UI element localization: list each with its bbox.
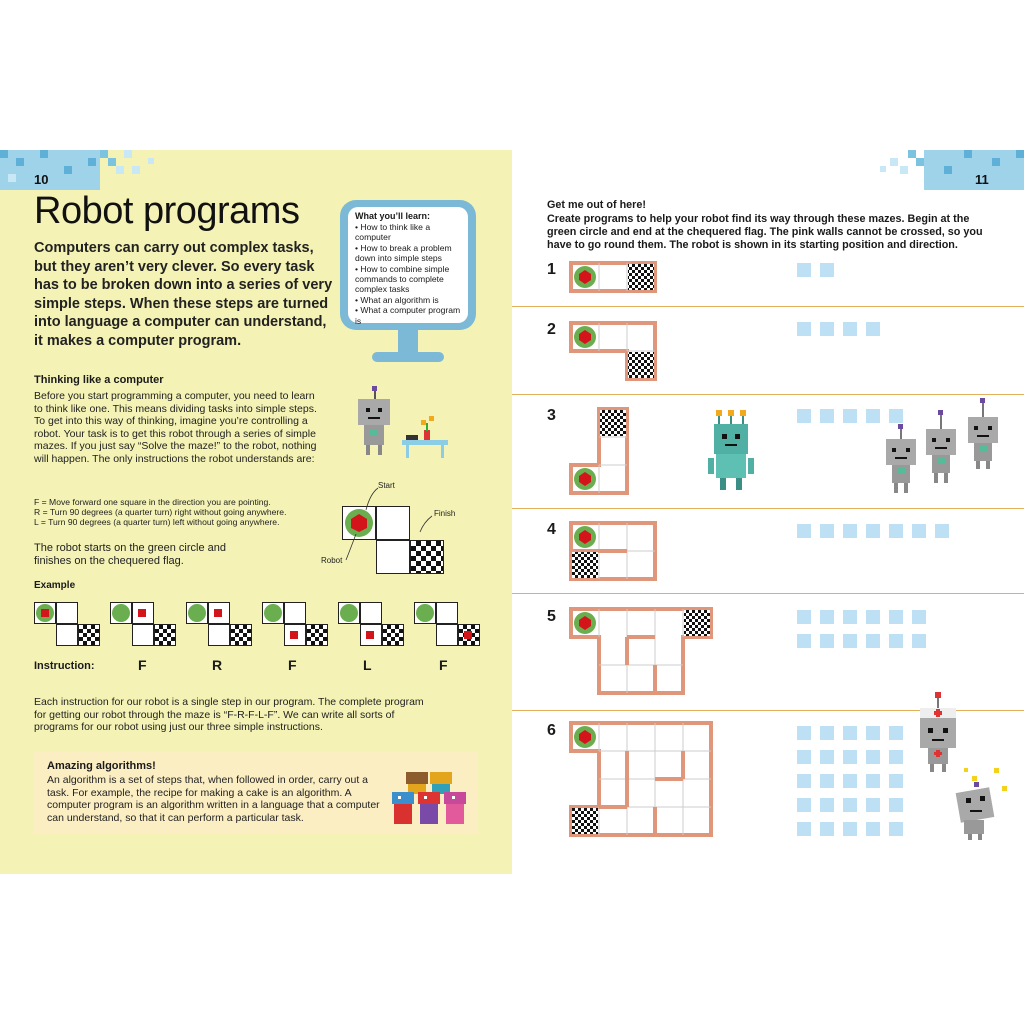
maze-3 — [566, 404, 636, 500]
instruction-5: F — [439, 657, 448, 673]
instruction-1: F — [138, 657, 147, 673]
answer-box[interactable] — [866, 634, 880, 648]
answer-box[interactable] — [866, 409, 880, 423]
cupcakes-illustration — [392, 770, 474, 828]
label-start: Start — [378, 481, 395, 490]
answer-box[interactable] — [797, 634, 811, 648]
learn-item: • How to break a problem down into simple steps — [355, 242, 452, 264]
answer-box[interactable] — [797, 750, 811, 764]
answer-box[interactable] — [843, 774, 857, 788]
right-pixel-banner — [880, 150, 1024, 190]
answer-box[interactable] — [866, 322, 880, 336]
maze-5 — [566, 604, 716, 700]
answer-box[interactable] — [889, 750, 903, 764]
answer-box[interactable] — [843, 322, 857, 336]
answer-box[interactable] — [820, 726, 834, 740]
algorithms-heading: Amazing algorithms! — [47, 760, 156, 772]
answer-box[interactable] — [820, 822, 834, 836]
answer-box[interactable] — [797, 524, 811, 538]
divider — [512, 394, 1024, 395]
right-text: Create programs to help your robot find its way through these mazes. Begin at the green circle and end at the chequered flag. The pink walls cannot be crossed, so you have to go round them. The robot is shown in its starting position and direction. — [547, 213, 983, 251]
answer-box[interactable] — [797, 322, 811, 336]
algorithms-text: An algorithm is a set of steps that, when followed in order, carry out a task. For example, the recipe for making a cake is an algorithm. A computer program is an algorithm written in a language that a computer can understand, so that it can perform a particular task. — [47, 774, 380, 824]
answer-box[interactable] — [797, 726, 811, 740]
answer-box[interactable] — [889, 822, 903, 836]
answer-box[interactable] — [797, 263, 811, 277]
maze-1 — [566, 258, 666, 298]
divider — [512, 508, 1024, 509]
maze-number-4: 4 — [547, 521, 556, 538]
example-label: Example — [34, 580, 76, 591]
label-finish: Finish — [434, 509, 456, 518]
thinking-text: Before you start programming a computer, you need to learn to think like one. This means dividing tasks into simple steps. To get into this way of thinking, imagine you’re controlling a robot. Your task is to get this robot through a series of simple mazes. If you just say “Solve the maze!” to the robot, nothing will happen. The only instructions the robot understands are: — [34, 390, 317, 465]
right-heading: Get me out of here! — [547, 199, 646, 211]
answer-boxes-1 — [797, 263, 857, 277]
learn-item: • How to combine simple commands to complete complex tasks — [355, 263, 450, 295]
answer-box[interactable] — [843, 610, 857, 624]
intro-text: Computers can carry out complex tasks, but they aren’t very clever. So every task has to be broken down into a series of very simple steps. When these steps are turned into language a computer can understand, it makes a computer program. — [34, 240, 333, 349]
answer-box[interactable] — [843, 524, 857, 538]
answer-box[interactable] — [889, 774, 903, 788]
answer-box[interactable] — [797, 822, 811, 836]
answer-box[interactable] — [866, 726, 880, 740]
instruction-2: R — [212, 657, 223, 673]
maze-number-3: 3 — [547, 407, 556, 424]
maze-number-2: 2 — [547, 321, 556, 338]
answer-box[interactable] — [889, 524, 903, 538]
maze-number-6: 6 — [547, 722, 556, 739]
page-number-right: 11 — [975, 172, 989, 187]
answer-box[interactable] — [889, 610, 903, 624]
answer-box[interactable] — [866, 822, 880, 836]
grey-robots-group — [880, 396, 1004, 500]
answer-box[interactable] — [797, 610, 811, 624]
answer-box[interactable] — [820, 798, 834, 812]
nurse-and-sparkle-robots — [914, 690, 1014, 840]
answer-box[interactable] — [820, 634, 834, 648]
answer-box[interactable] — [912, 634, 926, 648]
green-alien-robot — [708, 408, 756, 496]
answer-box[interactable] — [843, 798, 857, 812]
page-number-left: 10 — [34, 172, 49, 187]
learn-list — [355, 222, 465, 326]
answer-box[interactable] — [866, 610, 880, 624]
diagram-leaders — [320, 480, 470, 570]
answer-box[interactable] — [843, 634, 857, 648]
answer-box[interactable] — [843, 726, 857, 740]
answer-box[interactable] — [866, 798, 880, 812]
answer-box[interactable] — [912, 610, 926, 624]
learn-item: • What a computer program is — [355, 305, 461, 326]
answer-boxes-2 — [797, 322, 897, 336]
answer-box[interactable] — [820, 750, 834, 764]
divider — [512, 593, 1024, 594]
answer-box[interactable] — [820, 774, 834, 788]
answer-box[interactable] — [820, 409, 834, 423]
thinking-heading: Thinking like a computer — [34, 374, 164, 386]
answer-box[interactable] — [797, 798, 811, 812]
answer-box[interactable] — [820, 524, 834, 538]
instruction-4: L — [363, 657, 372, 673]
maze-6 — [566, 718, 716, 842]
answer-box[interactable] — [889, 634, 903, 648]
answer-boxes-6 — [797, 726, 907, 836]
answer-box[interactable] — [889, 798, 903, 812]
instruction-label: Instruction: — [34, 660, 95, 672]
answer-box[interactable] — [889, 726, 903, 740]
answer-box[interactable] — [843, 409, 857, 423]
answer-box[interactable] — [866, 774, 880, 788]
answer-box[interactable] — [820, 263, 834, 277]
answer-box[interactable] — [912, 524, 926, 538]
start-text: The robot starts on the green circle and finishes on the chequered flag. — [34, 542, 226, 567]
answer-boxes-5 — [797, 610, 947, 650]
answer-box[interactable] — [843, 822, 857, 836]
learn-item: • How to think like a computer — [355, 222, 431, 243]
instruction-3: F — [288, 657, 297, 673]
maze-4 — [566, 518, 666, 586]
program-text: Each instruction for our robot is a single step in our program. The complete program for getting our robot through the maze is “F-R-F-L-F”. We can write all sorts of programs for our robot using just our three simple instructions. — [34, 696, 424, 734]
answer-box[interactable] — [797, 409, 811, 423]
answer-box[interactable] — [866, 524, 880, 538]
answer-boxes-4 — [797, 524, 967, 538]
answer-box[interactable] — [797, 774, 811, 788]
command-f: F = Move forward one square in the direction you are pointing. — [34, 497, 271, 507]
answer-box[interactable] — [843, 750, 857, 764]
monitor-base — [372, 352, 444, 362]
answer-box[interactable] — [820, 610, 834, 624]
learn-item: • What an algorithm is — [355, 294, 439, 305]
maze-number-1: 1 — [547, 261, 556, 278]
maze-2 — [566, 318, 666, 386]
page-title: Robot programs — [34, 190, 300, 232]
answer-box[interactable] — [820, 322, 834, 336]
maze-number-5: 5 — [547, 608, 556, 625]
divider — [512, 306, 1024, 307]
robot-illustration — [352, 386, 452, 458]
command-l: L = Turn 90 degrees (a quarter turn) left without going anywhere. — [34, 517, 280, 527]
answer-box[interactable] — [935, 524, 949, 538]
left-pixel-banner — [0, 150, 512, 190]
learn-title: What you’ll learn: — [355, 211, 431, 221]
answer-box[interactable] — [866, 750, 880, 764]
label-robot: Robot — [321, 556, 343, 565]
monitor-stand — [398, 330, 418, 354]
command-r: R = Turn 90 degrees (a quarter turn) right without going anywhere. — [34, 507, 287, 517]
